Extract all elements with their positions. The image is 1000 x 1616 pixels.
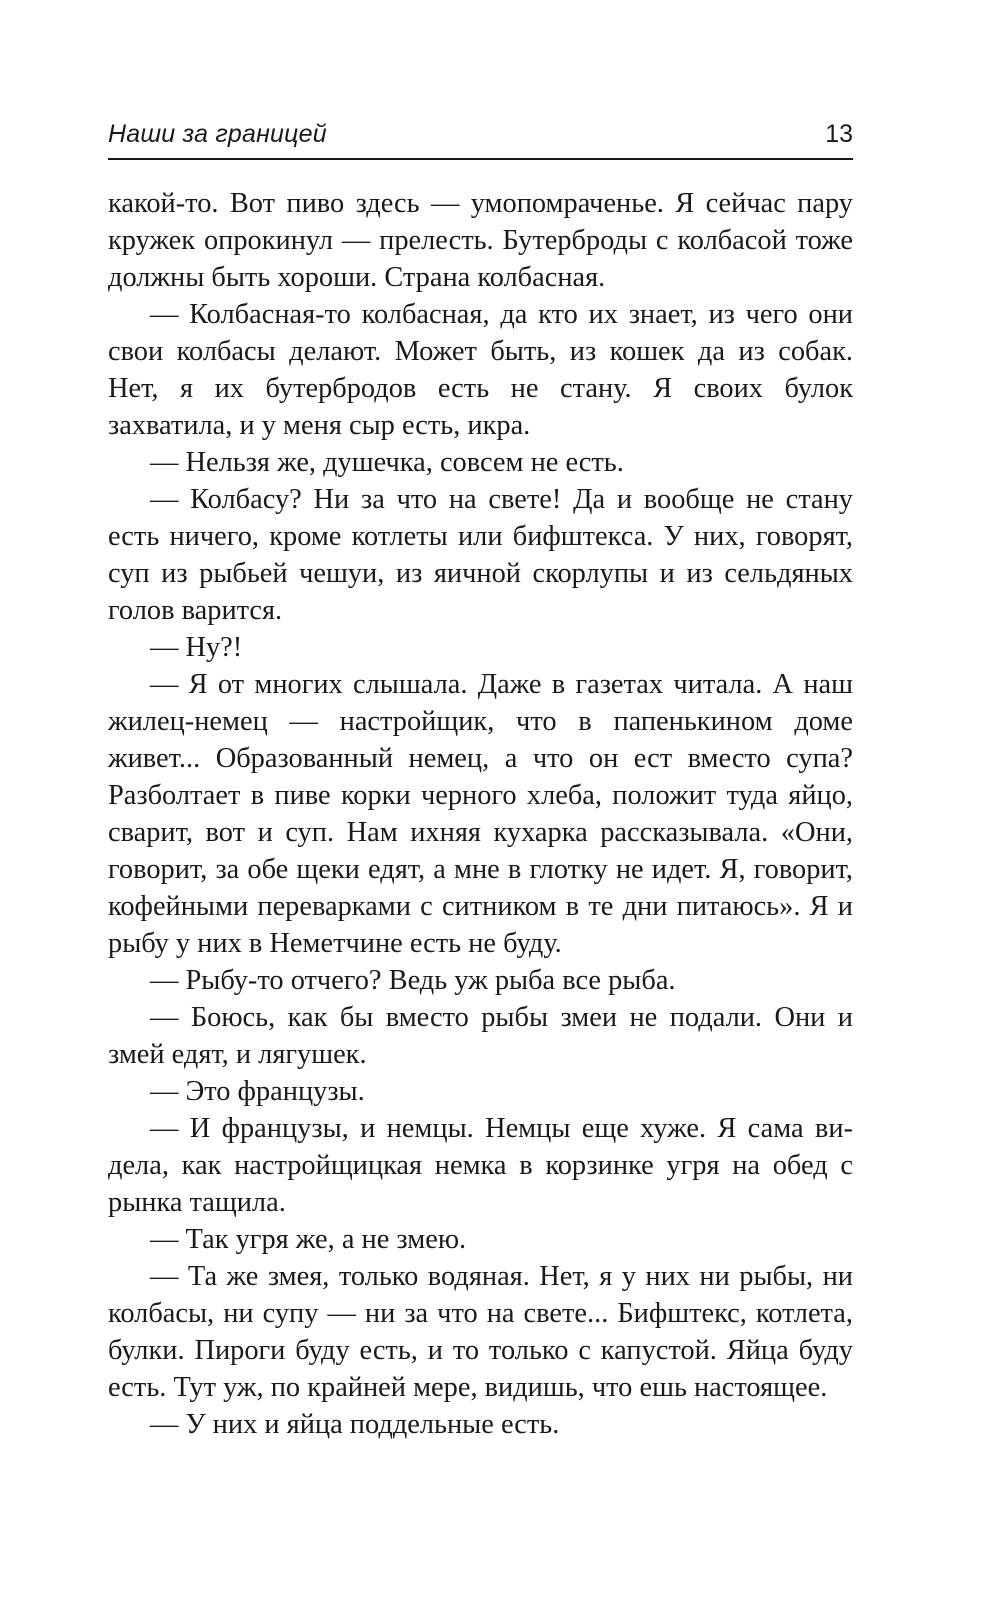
paragraph-3: — Нельзя же, душечка, совсем не есть. — [150, 447, 624, 478]
paragraph-13: — У них и яйца поддельные есть. — [150, 1409, 560, 1440]
paragraph-2: — Колбасная-то колбасная, да кто их знает, из чего они свои колбасы делают. Может быть, из кошек да из собак. Нет, я их бутербродов есть не стану. Я своих булок захватила, и у меня сыр есть, икра. — [108, 299, 853, 441]
body-text — [108, 185, 853, 1443]
paragraph-7: — Рыбу-то отчего? Ведь уж рыба все рыба. — [150, 965, 676, 996]
paragraph-5: — Ну?! — [150, 632, 243, 663]
paragraph-11: — Так угря же, а не змею. — [150, 1224, 467, 1255]
running-title: Наши за границей — [108, 120, 327, 148]
paragraph-10: — И французы, и немцы. Немцы еще хуже. Я сама видела, как настройщицкая немка в корзинке угря на обед с рынка тащила. — [108, 1113, 853, 1218]
paragraph-4: — Колбасу? Ни за что на свете! Да и вообще не стану есть ничего, кроме котлеты или бифштекса. У них, говорят, суп из рыбьей чешуи, из яичной скорлупы и из сельдяных голов варится. — [108, 484, 853, 626]
paragraph-9: — Это французы. — [150, 1076, 365, 1107]
paragraph-8: — Боюсь, как бы вместо рыбы змеи не подали. Они и змей едят, и лягушек. — [108, 1002, 853, 1070]
paragraph-12: — Та же змея, только водяная. Нет, я у них ни рыбы, ни колбасы, ни супу — ни за что на свете... Бифштекс, котлета, булки. Пироги буду есть, и то только с капустой. Яйца буду есть. Тут уж, по крайней мере, видишь, что ешь настоящее. — [108, 1261, 853, 1403]
page-number: 13 — [825, 120, 853, 148]
paragraph-6: — Я от многих слышала. Даже в газетах читала. А наш жилец-немец — настройщик, что в папенькином доме живет... Образованный немец, а что он ест вместо супа? Разболтает в пиве корки черного хлеба, положит туда яйцо, сварит, вот и суп. Нам ихняя кухарка рассказывала. «Они, говорит, за обе щеки едят, а мне в глотку не идет. Я, говорит, кофейными переварками с ситником в те дни питаюсь». Я и рыбу у них в Неметчине есть не буду. — [108, 669, 853, 959]
page-header — [108, 118, 853, 160]
paragraph-1: какой-то. Вот пиво здесь — умопомраченье. Я сейчас пару кружек опрокинул — прелесть. Бутерброды с колбасой тоже должны быть хороши. Страна колбасная. — [108, 188, 853, 293]
